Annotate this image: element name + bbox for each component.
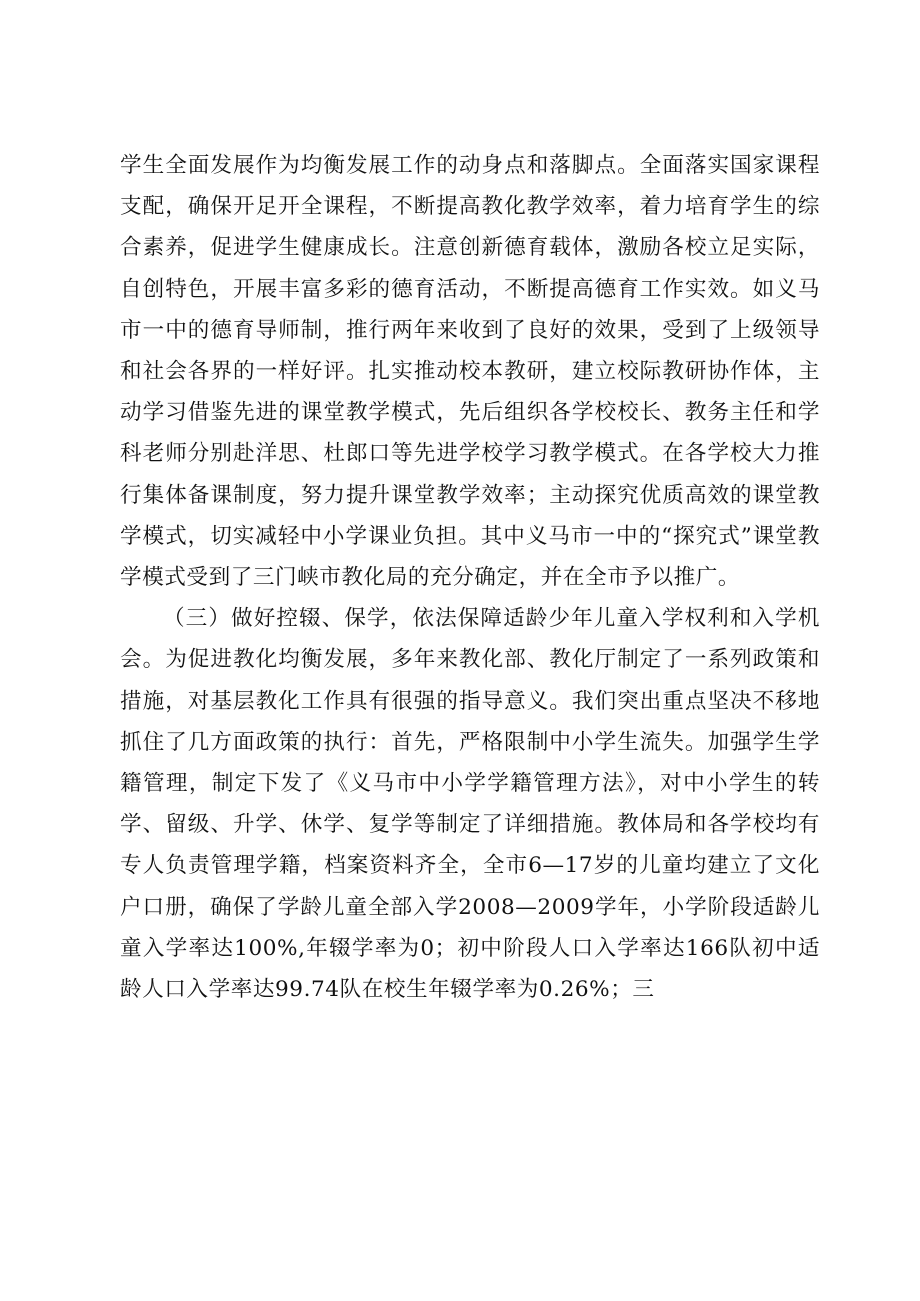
- document-page: [120, 145, 820, 1010]
- paragraph-continuation: 学生全面发展作为均衡发展工作的动身点和落脚点。全面落实国家课程支配，确保开足开全课程，不断提高教化教学效率，着力培育学生的综合素养，促进学生健康成长。注意创新德育载体，激励各校立足实际，自创特色，开展丰富多彩的德育活动，不断提高德育工作实效。如义马市一中的德育导师制，推行两年来收到了良好的效果，受到了上级领导和社会各界的一样好评。扎实推动校本教研，建立校际教研协作体，主动学习借鉴先进的课堂教学模式，先后组织各学校校长、教务主任和学科老师分别赴洋思、杜郎口等先进学校学习教学模式。在各学校大力推行集体备课制度，努力提升课堂教学效率；主动探究优质高效的课堂教学模式，切实减轻中小学课业负担。其中义马市一中的“探究式”课堂教学模式受到了三门峡市教化局的充分确定，并在全市予以推广。: [120, 153, 820, 591]
- paragraph-section-three: （三）做好控辍、保学，依法保障适龄少年儿童入学权利和入学机会。为促进教化均衡发展，多年来教化部、教化厅制定了一系列政策和措施，对基层教化工作具有很强的指导意义。我们突出重点坚决不移地抓住了几方面政策的执行：首先，严格限制中小学生流失。加强学生学籍管理，制定下发了《义马市中小学学籍管理方法》，对中小学生的转学、留级、升学、休学、复学等制定了详细措施。教体局和各学校均有专人负责管理学籍，档案资料齐全，全市6—17岁的儿童均建立了文化户口册，确保了学龄儿童全部入学2008—2009学年，小学阶段适龄儿童入学率达100%,年辍学率为0；初中阶段人口入学率达166队初中适龄人口入学率达99.74队在校生年辍学率为0.26%；三: [120, 606, 820, 1003]
